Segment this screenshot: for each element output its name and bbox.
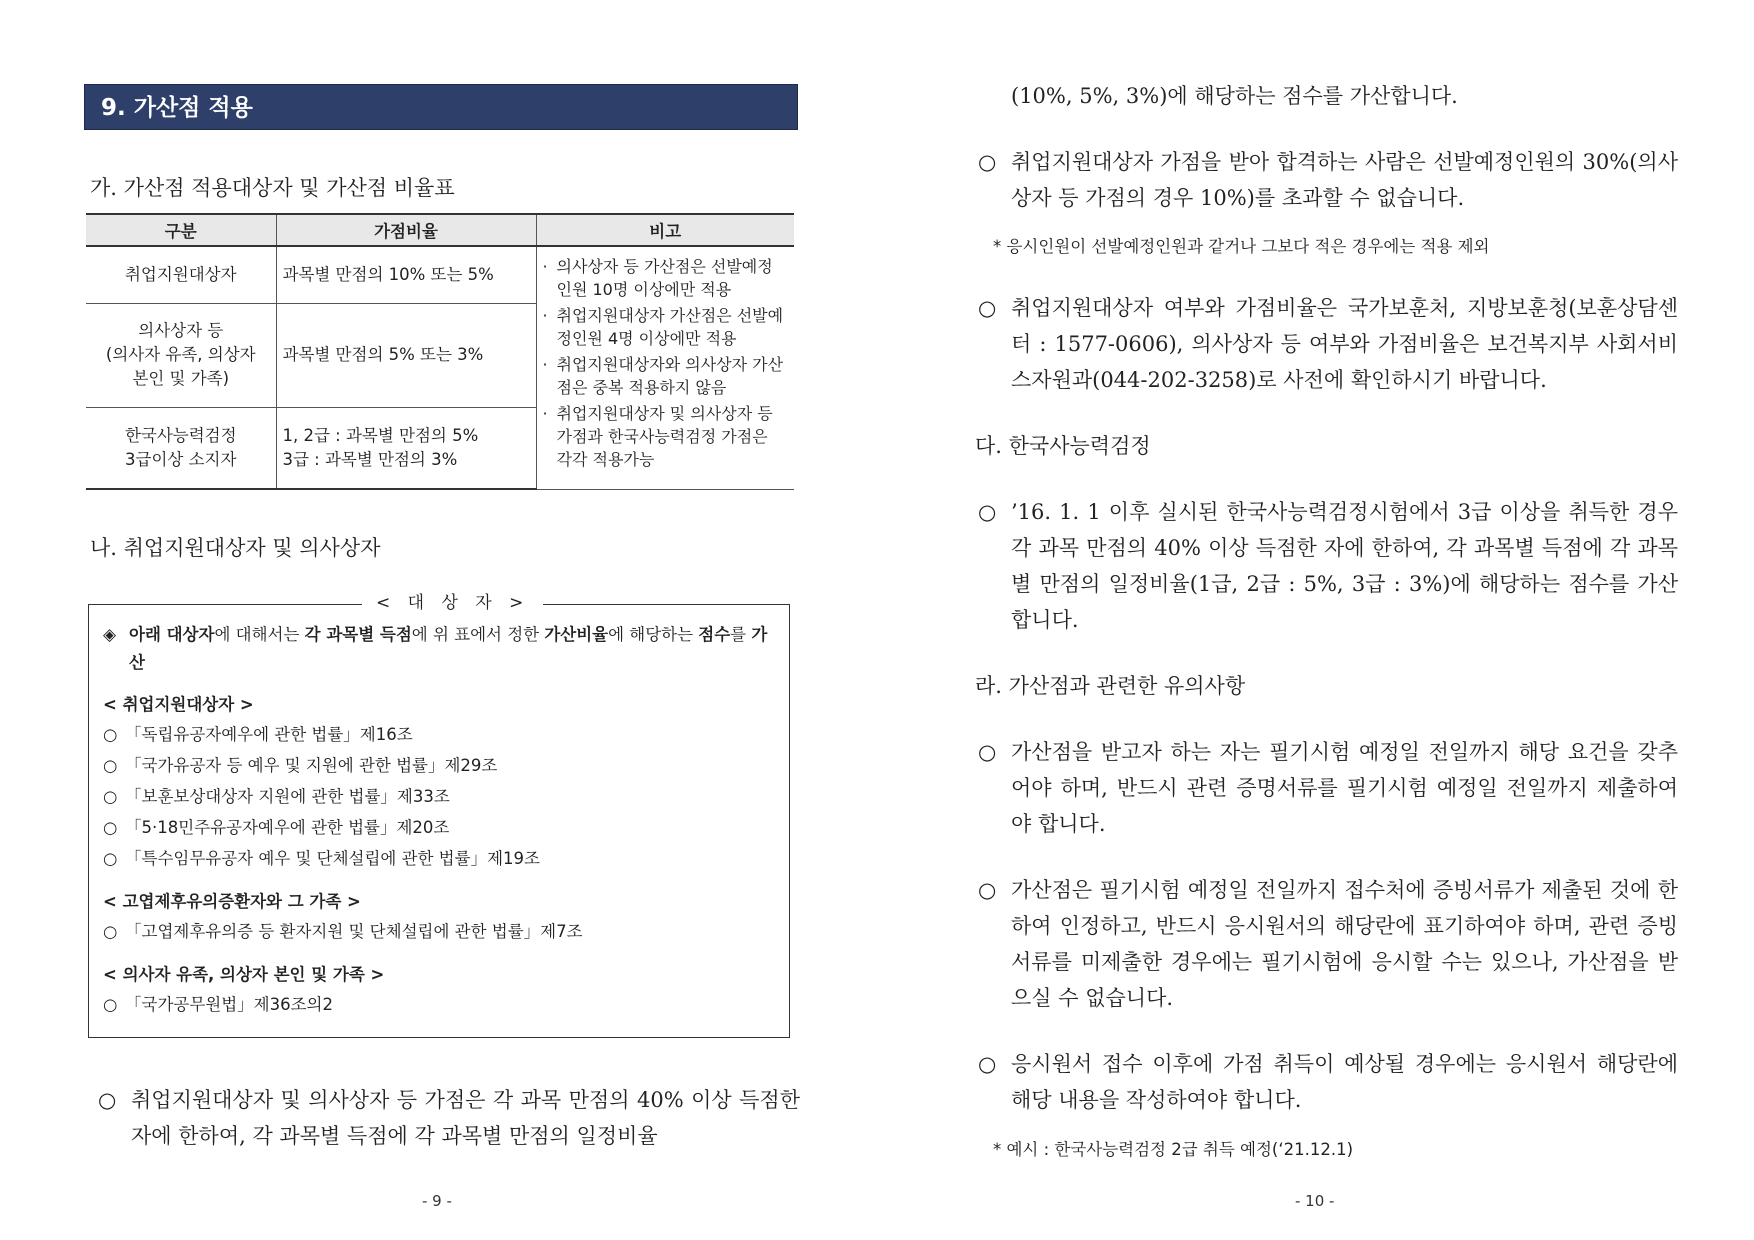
law-item: ○ 「고엽제후유의증 등 환자지원 및 단체설립에 관한 법률」제7조 — [103, 922, 583, 941]
page-number: - 10 - — [1295, 1192, 1335, 1210]
table-cell-rate: 과목별 만점의 5% 또는 3% — [276, 303, 536, 407]
law-item: ○ 「국가유공자 등 예우 및 지원에 관한 법률」제29조 — [103, 756, 498, 775]
paragraph-continued: (10%, 5%, 3%)에 해당하는 점수를 가산합니다. — [1011, 84, 1458, 108]
group-title-righteous: < 의사자 유족, 의상자 본인 및 가족 > — [103, 965, 385, 984]
table-header: 비고 — [536, 214, 794, 246]
law-item: ○ 「특수임무유공자 예우 및 단체설립에 관한 법률」제19조 — [103, 849, 540, 868]
note-item: · 취업지원대상자와 의사상자 가산점은 중복 적용하지 않음 — [542, 355, 784, 397]
paragraph-history-exam: ○ ’16. 1. 1 이후 실시된 한국사능력검정시험에서 3급 이상을 취득한 경우 각 과목 만점의 40% 이상 득점한 자에 한하여, 각 과목별 득점에 각 과목별 만점의 일정비율(1급, 2급 : 5%, 3급 : 3%)에 해당하는 점수를 가산합니다. — [978, 500, 1678, 632]
law-item: ○ 「독립유공자예우에 관한 법률」제16조 — [103, 725, 413, 744]
right-page — [877, 0, 1754, 1240]
table-cell-notes — [536, 246, 794, 489]
diamond-icon: ◈ — [103, 625, 117, 645]
target-intro: ◈ 아래 대상자에 대해서는 각 과목별 득점에 위 표에서 정한 가산비율에 해당하는 점수를 가산 — [103, 621, 777, 677]
group-title-agent-orange: < 고엽제후유의증환자와 그 가족 > — [103, 892, 361, 911]
table-row — [86, 246, 794, 303]
section-title: 9. 가산점 적용 — [84, 84, 798, 130]
table-cell-rate: 과목별 만점의 10% 또는 5% — [276, 246, 536, 303]
law-item: ○ 「5·18민주유공자예우에 관한 법률」제20조 — [103, 818, 450, 837]
subhead-ga: 가. 가산점 적용대상자 및 가산점 비율표 — [90, 176, 455, 200]
paragraph-requirement: ○ 가산점을 받고자 하는 자는 필기시험 예정일 전일까지 해당 요건을 갖추어야 하며, 반드시 관련 증명서류를 필기시험 예정일 전일까지 제출하여야 합니다. — [978, 740, 1678, 836]
bonus-rate-table — [86, 213, 794, 490]
table-cell-category: 한국사능력검정 3급이상 소지자 — [86, 407, 276, 489]
table-header-row — [86, 214, 794, 246]
paragraph-expected: ○ 응시원서 접수 이후에 가점 취득이 예상될 경우에는 응시원서 해당란에 해당 내용을 작성하여야 합니다. — [978, 1052, 1678, 1112]
note-item: · 취업지원대상자 가산점은 선발예정인원 4명 이상에만 적용 — [542, 306, 784, 348]
table-cell-category: 의사상자 등 (의사자 유족, 의상자 본인 및 가족) — [86, 303, 276, 407]
subhead-na: 나. 취업지원대상자 및 의사상자 — [90, 536, 381, 560]
note-item: · 취업지원대상자 및 의사상자 등 가점과 한국사능력검정 가점은 각각 적용가능 — [542, 404, 773, 469]
page-number: - 9 - — [422, 1192, 452, 1210]
target-box — [88, 604, 790, 1038]
table-cell-rate: 1, 2급 : 과목별 만점의 5% 3급 : 과목별 만점의 3% — [276, 407, 536, 489]
group-title-employment: < 취업지원대상자 > — [103, 695, 254, 714]
paragraph-bonus-rule: ○ 취업지원대상자 및 의사상자 등 가점은 각 과목 만점의 40% 이상 득점한 자에 한하여, 각 과목별 득점에 각 과목별 만점의 일정비율 — [98, 1088, 800, 1148]
paragraph-limit: ○ 취업지원대상자 가점을 받아 합격하는 사람은 선발예정인원의 30%(의사상자 등 가점의 경우 10%)를 초과할 수 없습니다. — [978, 150, 1678, 210]
law-item: ○ 「국가공무원법」제36조의2 — [103, 995, 333, 1014]
paragraph-recognition: ○ 가산점은 필기시험 예정일 전일까지 접수처에 증빙서류가 제출된 것에 한하여 인정하고, 반드시 응시원서의 해당란에 표기하여야 하며, 관련 증빙서류를 미제출한 경우에는 필기시험에 응시할 수는 있으나, 가산점을 받으실 수 없습니다. — [978, 878, 1678, 1010]
note-limit: * 응시인원이 선발예정인원과 같거나 그보다 적은 경우에는 적용 제외 — [993, 237, 1490, 256]
subhead-da: 다. 한국사능력검정 — [975, 434, 1151, 458]
table-cell-category: 취업지원대상자 — [86, 246, 276, 303]
table-header: 구분 — [86, 214, 276, 246]
paragraph-contact: ○ 취업지원대상자 여부와 가점비율은 국가보훈처, 지방보훈청(보훈상담센터 : 1577-0606), 의사상자 등 여부와 가점비율은 보건복지부 사회서비스자원과(044-202-3258)로 사전에 확인하시기 바랍니다. — [978, 296, 1678, 392]
subhead-ra: 라. 가산점과 관련한 유의사항 — [975, 674, 1246, 698]
law-item: ○ 「보훈보상대상자 지원에 관한 법률」제33조 — [103, 787, 450, 806]
note-item: · 의사상자 등 가산점은 선발예정인원 10명 이상에만 적용 — [542, 257, 773, 299]
target-box-title: < 대 상 자 > — [362, 588, 543, 613]
note-example: * 예시 : 한국사능력검정 2급 취득 예정(‘21.12.1) — [993, 1140, 1354, 1159]
table-header: 가점비율 — [276, 214, 536, 246]
